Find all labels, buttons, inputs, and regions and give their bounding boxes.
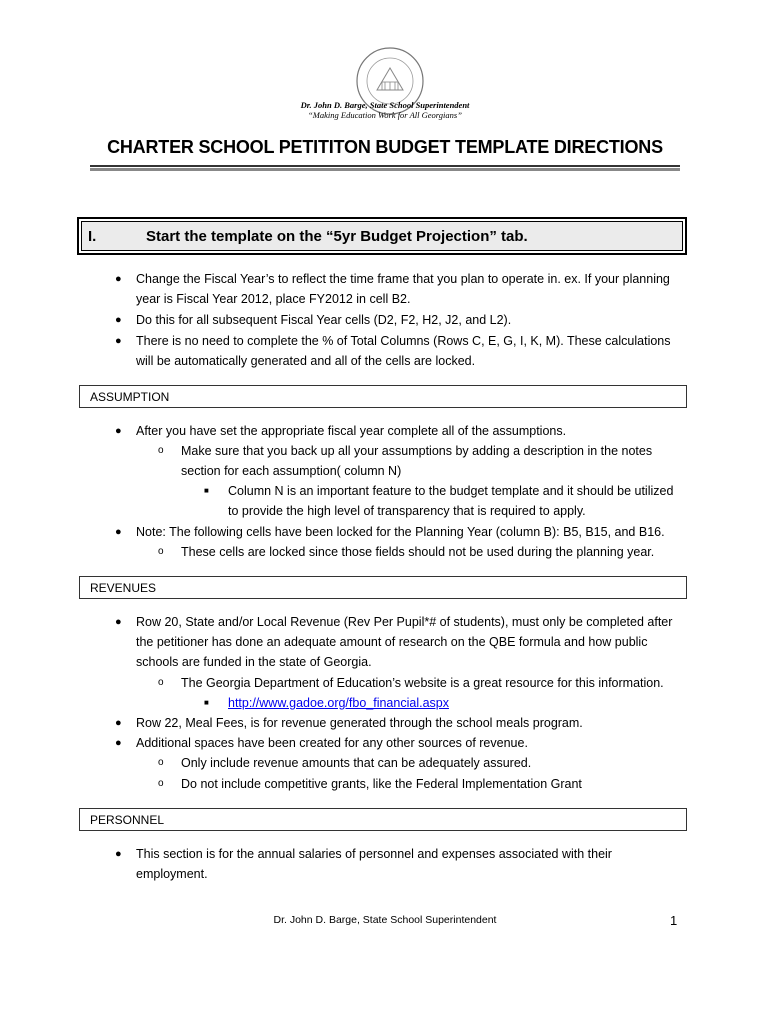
bullet-icon: ● (115, 314, 122, 326)
bullet-icon: ● (115, 848, 122, 860)
list-item: There is no need to complete the % of Total Columns (Rows C, E, G, I, K, M). These calculations will be automatically generated and all of the cells are locked. (136, 334, 671, 368)
circle-bullet-icon: o (158, 445, 164, 456)
list-item: Note: The following cells have been locked for the Planning Year (column B): B5, B15, and B16. (136, 525, 665, 539)
section-heading-box (77, 217, 687, 255)
bullet-icon: ● (115, 335, 122, 347)
list-item: This section is for the annual salaries of personnel and expenses associated with their employment. (136, 847, 612, 881)
list-item: These cells are locked since those fields should not be used during the planning year. (181, 545, 655, 559)
list-item: The Georgia Department of Education’s website is a great resource for this information. (181, 676, 664, 690)
circle-bullet-icon: o (158, 677, 164, 688)
list-item: Only include revenue amounts that can be adequately assured. (181, 756, 532, 770)
list-item: Do this for all subsequent Fiscal Year cells (D2, F2, H2, J2, and L2). (136, 313, 512, 327)
list-item: Row 20, State and/or Local Revenue (Rev Per Pupil*# of students), must only be completed after the petitioner has done an adequate amount of research on the QBE formula and how public schools are funded in the state of Georgia. (136, 615, 673, 669)
motto: “Making Education Work for All Georgians” (308, 110, 462, 120)
square-bullet-icon: ■ (204, 698, 209, 707)
circle-bullet-icon: o (158, 546, 164, 557)
superintendent-header (230, 100, 540, 120)
circle-bullet-icon: o (158, 778, 164, 789)
bullet-icon: ● (115, 717, 122, 729)
list-item: Do not include competitive grants, like the Federal Implementation Grant (181, 777, 582, 791)
title-rule (90, 165, 680, 167)
page-number: 1 (670, 913, 678, 928)
title-rule-shadow (90, 168, 680, 171)
list-item: Change the Fiscal Year’s to reflect the time frame that you plan to operate in. ex. If your planning year is Fiscal Year 2012, place FY2012 in cell B2. (136, 272, 670, 306)
bullet-icon: ● (115, 737, 122, 749)
assumption-header: ASSUMPTION (79, 385, 687, 408)
list-item: After you have set the appropriate fiscal year complete all of the assumptions. (136, 424, 567, 438)
list-item: Row 22, Meal Fees, is for revenue generated through the school meals program. (136, 716, 583, 730)
personnel-header: PERSONNEL (79, 808, 687, 831)
list-item: Make sure that you back up all your assumptions by adding a description in the notes section for each assumption( column N) (181, 444, 653, 478)
bullet-icon: ● (115, 425, 122, 437)
section-number: I. (88, 227, 97, 245)
page-footer: Dr. John D. Barge, State School Superintendent (273, 914, 497, 926)
square-bullet-icon: ■ (204, 486, 209, 495)
bullet-icon: ● (115, 273, 122, 285)
bullet-icon: ● (115, 526, 122, 538)
page-title: CHARTER SCHOOL PETITITON BUDGET TEMPLATE DIRECTIONS (107, 137, 663, 157)
section-heading: Start the template on the “5yr Budget Projection” tab. (146, 227, 528, 245)
list-item: Column N is an important feature to the budget template and it should be utilized to provide the high level of transparency that is required to apply. (228, 484, 674, 518)
bullet-icon: ● (115, 616, 122, 628)
revenues-header: REVENUES (79, 576, 687, 599)
gadoe-link[interactable]: http://www.gadoe.org/fbo_financial.aspx (228, 696, 449, 710)
list-item: Additional spaces have been created for any other sources of revenue. (136, 736, 528, 750)
circle-bullet-icon: o (158, 757, 164, 768)
superintendent-name: Dr. John D. Barge, State School Superintendent (300, 100, 470, 110)
